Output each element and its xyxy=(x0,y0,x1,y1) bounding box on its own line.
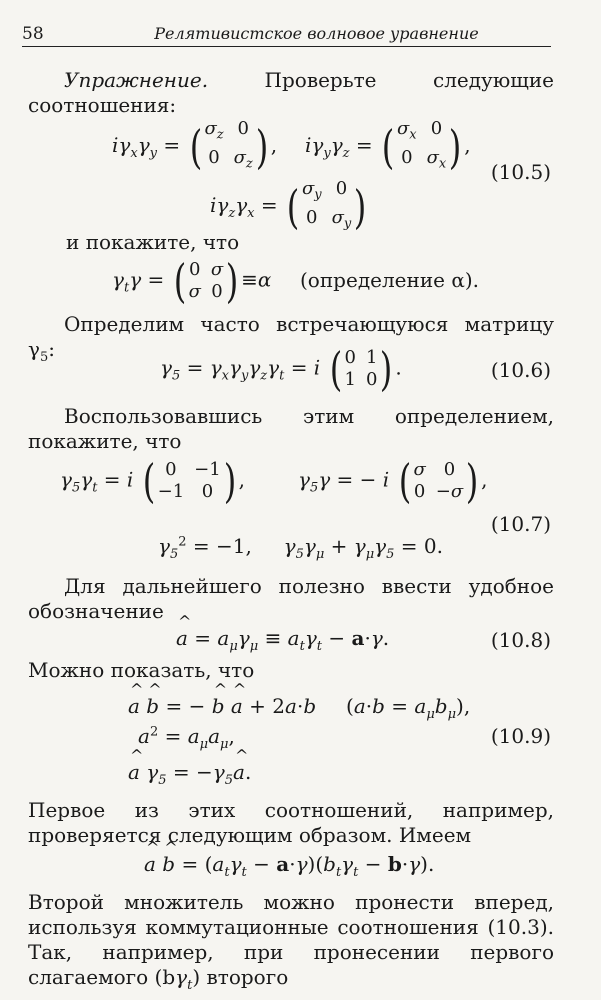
paragraph-can-show: Можно показать, что xyxy=(28,658,255,682)
page-header xyxy=(22,22,551,47)
exercise-text: Проверьте следующие соотношения: xyxy=(28,68,554,117)
page-number: 58 xyxy=(22,24,44,44)
equation-10-9-c: ^ a $\gamma_5$ = $-\gamma_5\^{}$ a. xyxy=(128,760,251,788)
equation-number-10-9: (10.9) xyxy=(490,724,551,748)
equation-10-6: $\gamma_5 = \gamma_x\gamma_y\gamma_z\gamma_t = i$ ( 0 1 1 0 ) . xyxy=(160,342,402,396)
running-head: Релятивистское волновое уравнение xyxy=(154,24,479,43)
equation-number-10-6: (10.6) xyxy=(490,358,551,382)
equation-10-7-c: $\gamma_5^2 = -1$, $\gamma_5\gamma_\mu + \gamma_\mu\gamma_5 = 0$. xyxy=(158,534,443,562)
gamma5-colon: : xyxy=(48,337,55,361)
equation-10-9-a: ^ a ^ b = − ^ b ^ a + 2a·b xyxy=(128,694,316,718)
alpha-definition-note: (определение α). xyxy=(300,268,480,292)
second-factor-tail: второго xyxy=(200,965,289,989)
second-factor-text: Второй множитель можно пронести вперед, используя коммутационные соотношения (10.3). Так, например, при пронесении первого слагаемого (b xyxy=(28,890,554,989)
paragraph-notation: Для дальнейшего полезно ввести удобное обозначение xyxy=(28,574,554,623)
equation-10-5-c: $i\gamma_z\gamma_x$ = ( $\sigma_y$ 0 0 $\sigma_y$ ) xyxy=(210,178,367,234)
paragraph-show-that-2: Воспользовавшись этим определением, покажите, что xyxy=(28,404,554,453)
paragraph-second-factor: Второй множитель можно пронести вперед, используя коммутационные соотношения (10.3). Так, например, при пронесении первого слагаемого $(b\gamma_t)$ второго xyxy=(28,890,554,993)
gamma5-subscript: 5 xyxy=(39,350,49,365)
equation-10-5-b: $i\gamma_y\gamma_z$ = ( $\sigma_x$ 0 0 $\sigma_x$ ) , xyxy=(305,118,471,174)
equation-10-9-b: $a^2 = a_\mu a_\mu$, xyxy=(138,724,235,752)
equation-10-7-a: $\gamma_5\gamma_t = i$ ( 0 −1 −1 0 ) , xyxy=(60,454,246,508)
equation-number-10-5: (10.5) xyxy=(490,160,551,184)
equation-ab-product: ^ a ^ $b = (a_t\gamma_t - a\cdot\gamma)(b_t\gamma_t - b\cdot\gamma)$. xyxy=(144,852,434,880)
paragraph-exercise xyxy=(28,68,554,118)
equation-alpha-definition: $\gamma_t\gamma$ = ( 0 σ σ 0 ) ≡α xyxy=(112,254,272,308)
equation-number-10-8: (10.8) xyxy=(490,628,551,652)
paragraph-show-that: и покажите, что xyxy=(66,230,240,254)
equation-10-8: ^ $a = a_\mu\gamma_\mu \equiv a_t\gamma_t - a\cdot\gamma$. xyxy=(176,626,389,654)
paragraph-first-relation: Первое из этих соотношений, например, проверяется следующим образом. Имеем xyxy=(28,798,554,847)
equation-10-5-a: $i\gamma_x\gamma_y$ = ( $\sigma_z$ 0 0 $\sigma_z$ ) , xyxy=(112,118,278,174)
equation-10-9-note: $(a\cdot b = a_\mu b_\mu)$, xyxy=(346,694,471,722)
equation-10-7-b: $\gamma_5\gamma$ = − i ( σ 0 0 −σ ) , xyxy=(298,454,488,508)
equation-number-10-7: (10.7) xyxy=(490,512,551,536)
exercise-label: Упражнение. xyxy=(64,68,209,92)
gamma5-intro-text: Определим часто встречающуюся матрицу γ xyxy=(28,312,554,361)
